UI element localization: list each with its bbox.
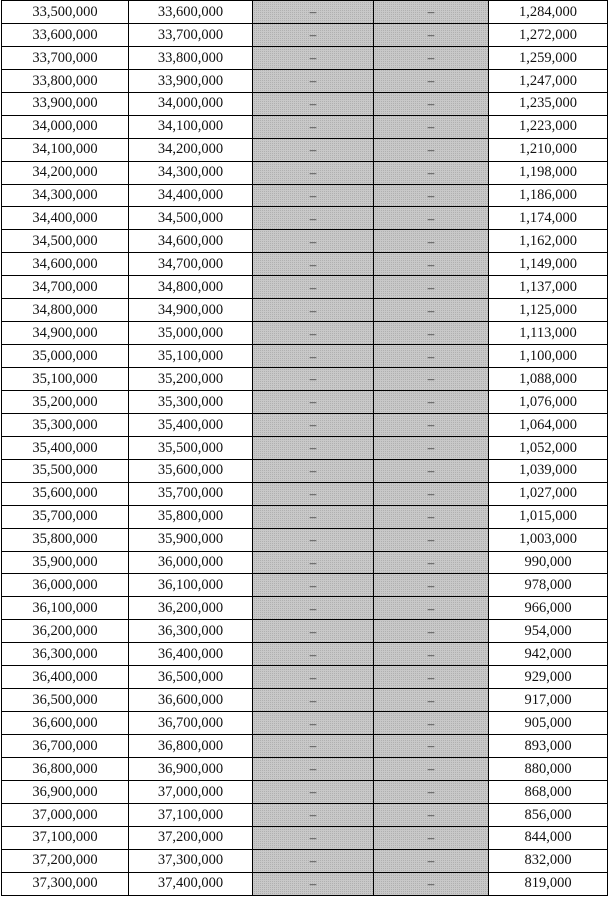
table-row xyxy=(2,780,608,803)
shaded-dash-cell: – xyxy=(253,849,374,872)
shaded-dash-cell: – xyxy=(374,826,489,849)
range-from-cell: 33,700,000 xyxy=(2,46,129,69)
shaded-dash-cell: – xyxy=(374,322,489,345)
range-from-cell: 34,600,000 xyxy=(2,253,129,276)
amount-cell: 1,186,000 xyxy=(489,184,608,207)
amount-cell: 1,052,000 xyxy=(489,436,608,459)
shaded-dash-cell: – xyxy=(253,390,374,413)
shaded-dash-cell: – xyxy=(253,528,374,551)
range-from-cell: 34,000,000 xyxy=(2,115,129,138)
table-row xyxy=(2,345,608,368)
amount-cell: 1,125,000 xyxy=(489,299,608,322)
range-from-cell: 36,000,000 xyxy=(2,574,129,597)
amount-cell: 819,000 xyxy=(489,872,608,895)
table-row xyxy=(2,46,608,69)
table-row xyxy=(2,872,608,895)
table-row xyxy=(2,322,608,345)
range-from-cell: 36,100,000 xyxy=(2,597,129,620)
amount-cell: 966,000 xyxy=(489,597,608,620)
range-from-cell: 33,600,000 xyxy=(2,23,129,46)
table-row xyxy=(2,574,608,597)
range-from-cell: 36,500,000 xyxy=(2,689,129,712)
table-row xyxy=(2,459,608,482)
table-row xyxy=(2,23,608,46)
amount-cell: 844,000 xyxy=(489,826,608,849)
range-to-cell: 37,100,000 xyxy=(129,803,253,826)
shaded-dash-cell: – xyxy=(253,459,374,482)
range-from-cell: 36,200,000 xyxy=(2,620,129,643)
range-from-cell: 35,400,000 xyxy=(2,436,129,459)
table-row xyxy=(2,69,608,92)
amount-cell: 905,000 xyxy=(489,712,608,735)
shaded-dash-cell: – xyxy=(374,161,489,184)
amount-cell: 954,000 xyxy=(489,620,608,643)
amount-cell: 1,039,000 xyxy=(489,459,608,482)
amount-cell: 917,000 xyxy=(489,689,608,712)
range-to-cell: 34,800,000 xyxy=(129,276,253,299)
range-from-cell: 33,800,000 xyxy=(2,69,129,92)
shaded-dash-cell: – xyxy=(374,574,489,597)
amount-cell: 1,064,000 xyxy=(489,413,608,436)
shaded-dash-cell: – xyxy=(374,803,489,826)
table-row xyxy=(2,413,608,436)
shaded-dash-cell: – xyxy=(374,597,489,620)
range-from-cell: 35,500,000 xyxy=(2,459,129,482)
shaded-dash-cell: – xyxy=(253,115,374,138)
range-to-cell: 36,400,000 xyxy=(129,643,253,666)
table-row xyxy=(2,436,608,459)
table-body xyxy=(2,1,608,896)
amount-cell: 1,137,000 xyxy=(489,276,608,299)
amount-cell: 978,000 xyxy=(489,574,608,597)
range-to-cell: 35,800,000 xyxy=(129,505,253,528)
range-to-cell: 37,200,000 xyxy=(129,826,253,849)
range-to-cell: 34,700,000 xyxy=(129,253,253,276)
range-to-cell: 33,600,000 xyxy=(129,1,253,24)
amount-cell: 1,174,000 xyxy=(489,207,608,230)
shaded-dash-cell: – xyxy=(253,161,374,184)
range-to-cell: 35,600,000 xyxy=(129,459,253,482)
shaded-dash-cell: – xyxy=(374,92,489,115)
shaded-dash-cell: – xyxy=(253,92,374,115)
table-row xyxy=(2,161,608,184)
shaded-dash-cell: – xyxy=(374,643,489,666)
table-row xyxy=(2,253,608,276)
shaded-dash-cell: – xyxy=(374,551,489,574)
shaded-dash-cell: – xyxy=(253,482,374,505)
shaded-dash-cell: – xyxy=(374,872,489,895)
range-to-cell: 36,000,000 xyxy=(129,551,253,574)
shaded-dash-cell: – xyxy=(253,299,374,322)
range-to-cell: 36,300,000 xyxy=(129,620,253,643)
shaded-dash-cell: – xyxy=(374,482,489,505)
amount-cell: 832,000 xyxy=(489,849,608,872)
range-from-cell: 37,100,000 xyxy=(2,826,129,849)
amount-cell: 1,235,000 xyxy=(489,92,608,115)
amount-cell: 1,284,000 xyxy=(489,1,608,24)
shaded-dash-cell: – xyxy=(253,666,374,689)
table-row xyxy=(2,92,608,115)
range-to-cell: 35,000,000 xyxy=(129,322,253,345)
amount-cell: 1,247,000 xyxy=(489,69,608,92)
shaded-dash-cell: – xyxy=(253,597,374,620)
shaded-dash-cell: – xyxy=(253,138,374,161)
range-to-cell: 35,300,000 xyxy=(129,390,253,413)
shaded-dash-cell: – xyxy=(253,207,374,230)
amount-cell: 1,223,000 xyxy=(489,115,608,138)
range-from-cell: 35,600,000 xyxy=(2,482,129,505)
amount-cell: 893,000 xyxy=(489,735,608,758)
range-to-cell: 37,400,000 xyxy=(129,872,253,895)
shaded-dash-cell: – xyxy=(374,712,489,735)
table-row xyxy=(2,207,608,230)
amount-cell: 1,088,000 xyxy=(489,368,608,391)
shaded-dash-cell: – xyxy=(253,1,374,24)
shaded-dash-cell: – xyxy=(374,207,489,230)
shaded-dash-cell: – xyxy=(253,712,374,735)
shaded-dash-cell: – xyxy=(374,757,489,780)
amount-cell: 1,027,000 xyxy=(489,482,608,505)
amount-cell: 942,000 xyxy=(489,643,608,666)
shaded-dash-cell: – xyxy=(374,253,489,276)
range-to-cell: 34,200,000 xyxy=(129,138,253,161)
range-to-cell: 37,300,000 xyxy=(129,849,253,872)
table-row xyxy=(2,757,608,780)
range-from-cell: 33,500,000 xyxy=(2,1,129,24)
shaded-dash-cell: – xyxy=(374,368,489,391)
range-to-cell: 35,100,000 xyxy=(129,345,253,368)
shaded-dash-cell: – xyxy=(253,620,374,643)
amount-cell: 1,259,000 xyxy=(489,46,608,69)
range-from-cell: 34,400,000 xyxy=(2,207,129,230)
range-from-cell: 34,500,000 xyxy=(2,230,129,253)
amount-cell: 929,000 xyxy=(489,666,608,689)
range-to-cell: 34,500,000 xyxy=(129,207,253,230)
range-from-cell: 35,200,000 xyxy=(2,390,129,413)
range-to-cell: 34,400,000 xyxy=(129,184,253,207)
table-row xyxy=(2,849,608,872)
shaded-dash-cell: – xyxy=(374,505,489,528)
shaded-dash-cell: – xyxy=(253,574,374,597)
amount-cell: 1,210,000 xyxy=(489,138,608,161)
table-row xyxy=(2,1,608,24)
range-from-cell: 34,900,000 xyxy=(2,322,129,345)
table-row xyxy=(2,597,608,620)
shaded-dash-cell: – xyxy=(374,666,489,689)
table-row xyxy=(2,620,608,643)
amount-cell: 1,149,000 xyxy=(489,253,608,276)
range-to-cell: 34,100,000 xyxy=(129,115,253,138)
shaded-dash-cell: – xyxy=(374,390,489,413)
range-to-cell: 33,800,000 xyxy=(129,46,253,69)
range-from-cell: 35,300,000 xyxy=(2,413,129,436)
range-to-cell: 33,900,000 xyxy=(129,69,253,92)
shaded-dash-cell: – xyxy=(374,1,489,24)
table-row xyxy=(2,826,608,849)
shaded-dash-cell: – xyxy=(374,276,489,299)
range-from-cell: 34,300,000 xyxy=(2,184,129,207)
shaded-dash-cell: – xyxy=(253,780,374,803)
range-to-cell: 35,400,000 xyxy=(129,413,253,436)
table-row xyxy=(2,390,608,413)
amount-cell: 1,003,000 xyxy=(489,528,608,551)
table-row xyxy=(2,276,608,299)
range-from-cell: 35,700,000 xyxy=(2,505,129,528)
amount-cell: 1,100,000 xyxy=(489,345,608,368)
shaded-dash-cell: – xyxy=(374,459,489,482)
range-from-cell: 34,200,000 xyxy=(2,161,129,184)
range-from-cell: 36,300,000 xyxy=(2,643,129,666)
range-from-cell: 34,100,000 xyxy=(2,138,129,161)
shaded-dash-cell: – xyxy=(374,115,489,138)
table-row xyxy=(2,528,608,551)
range-to-cell: 35,200,000 xyxy=(129,368,253,391)
shaded-dash-cell: – xyxy=(253,69,374,92)
shaded-dash-cell: – xyxy=(253,368,374,391)
range-from-cell: 35,000,000 xyxy=(2,345,129,368)
amount-cell: 1,198,000 xyxy=(489,161,608,184)
shaded-dash-cell: – xyxy=(374,23,489,46)
shaded-dash-cell: – xyxy=(253,735,374,758)
table-row xyxy=(2,505,608,528)
income-bracket-table xyxy=(1,0,608,896)
shaded-dash-cell: – xyxy=(253,505,374,528)
shaded-dash-cell: – xyxy=(253,23,374,46)
shaded-dash-cell: – xyxy=(374,436,489,459)
amount-cell: 1,113,000 xyxy=(489,322,608,345)
shaded-dash-cell: – xyxy=(253,46,374,69)
amount-cell: 880,000 xyxy=(489,757,608,780)
shaded-dash-cell: – xyxy=(374,780,489,803)
shaded-dash-cell: – xyxy=(253,413,374,436)
shaded-dash-cell: – xyxy=(374,345,489,368)
amount-cell: 868,000 xyxy=(489,780,608,803)
range-from-cell: 36,400,000 xyxy=(2,666,129,689)
table-row xyxy=(2,643,608,666)
shaded-dash-cell: – xyxy=(253,230,374,253)
table-row xyxy=(2,184,608,207)
shaded-dash-cell: – xyxy=(253,872,374,895)
range-to-cell: 34,600,000 xyxy=(129,230,253,253)
shaded-dash-cell: – xyxy=(253,436,374,459)
table-row xyxy=(2,138,608,161)
range-to-cell: 36,600,000 xyxy=(129,689,253,712)
range-to-cell: 35,500,000 xyxy=(129,436,253,459)
amount-cell: 990,000 xyxy=(489,551,608,574)
shaded-dash-cell: – xyxy=(374,413,489,436)
shaded-dash-cell: – xyxy=(374,528,489,551)
range-to-cell: 35,900,000 xyxy=(129,528,253,551)
shaded-dash-cell: – xyxy=(253,643,374,666)
shaded-dash-cell: – xyxy=(253,551,374,574)
table-row xyxy=(2,735,608,758)
shaded-dash-cell: – xyxy=(253,757,374,780)
range-from-cell: 36,600,000 xyxy=(2,712,129,735)
shaded-dash-cell: – xyxy=(253,253,374,276)
amount-cell: 1,162,000 xyxy=(489,230,608,253)
range-from-cell: 35,100,000 xyxy=(2,368,129,391)
shaded-dash-cell: – xyxy=(374,230,489,253)
range-from-cell: 35,900,000 xyxy=(2,551,129,574)
shaded-dash-cell: – xyxy=(253,826,374,849)
range-from-cell: 37,300,000 xyxy=(2,872,129,895)
range-to-cell: 34,900,000 xyxy=(129,299,253,322)
range-to-cell: 34,000,000 xyxy=(129,92,253,115)
range-to-cell: 36,800,000 xyxy=(129,735,253,758)
shaded-dash-cell: – xyxy=(253,322,374,345)
range-from-cell: 36,800,000 xyxy=(2,757,129,780)
table-row xyxy=(2,482,608,505)
range-to-cell: 34,300,000 xyxy=(129,161,253,184)
shaded-dash-cell: – xyxy=(253,276,374,299)
range-from-cell: 36,900,000 xyxy=(2,780,129,803)
range-from-cell: 36,700,000 xyxy=(2,735,129,758)
range-to-cell: 35,700,000 xyxy=(129,482,253,505)
shaded-dash-cell: – xyxy=(253,184,374,207)
amount-cell: 1,015,000 xyxy=(489,505,608,528)
range-to-cell: 36,500,000 xyxy=(129,666,253,689)
shaded-dash-cell: – xyxy=(253,689,374,712)
range-to-cell: 37,000,000 xyxy=(129,780,253,803)
range-to-cell: 36,200,000 xyxy=(129,597,253,620)
amount-cell: 856,000 xyxy=(489,803,608,826)
shaded-dash-cell: – xyxy=(374,69,489,92)
shaded-dash-cell: – xyxy=(374,735,489,758)
table-row xyxy=(2,551,608,574)
shaded-dash-cell: – xyxy=(374,689,489,712)
table-row xyxy=(2,666,608,689)
range-to-cell: 36,100,000 xyxy=(129,574,253,597)
amount-cell: 1,272,000 xyxy=(489,23,608,46)
table-row xyxy=(2,368,608,391)
table-row xyxy=(2,299,608,322)
range-from-cell: 33,900,000 xyxy=(2,92,129,115)
shaded-dash-cell: – xyxy=(374,184,489,207)
shaded-dash-cell: – xyxy=(374,138,489,161)
range-from-cell: 37,000,000 xyxy=(2,803,129,826)
range-from-cell: 34,700,000 xyxy=(2,276,129,299)
shaded-dash-cell: – xyxy=(374,620,489,643)
range-to-cell: 36,900,000 xyxy=(129,757,253,780)
shaded-dash-cell: – xyxy=(374,849,489,872)
shaded-dash-cell: – xyxy=(253,345,374,368)
table-row xyxy=(2,803,608,826)
shaded-dash-cell: – xyxy=(253,803,374,826)
table-row xyxy=(2,712,608,735)
amount-cell: 1,076,000 xyxy=(489,390,608,413)
range-from-cell: 37,200,000 xyxy=(2,849,129,872)
shaded-dash-cell: – xyxy=(374,46,489,69)
table-row xyxy=(2,115,608,138)
range-to-cell: 36,700,000 xyxy=(129,712,253,735)
table-row xyxy=(2,689,608,712)
shaded-dash-cell: – xyxy=(374,299,489,322)
table-row xyxy=(2,230,608,253)
range-to-cell: 33,700,000 xyxy=(129,23,253,46)
range-from-cell: 34,800,000 xyxy=(2,299,129,322)
range-from-cell: 35,800,000 xyxy=(2,528,129,551)
